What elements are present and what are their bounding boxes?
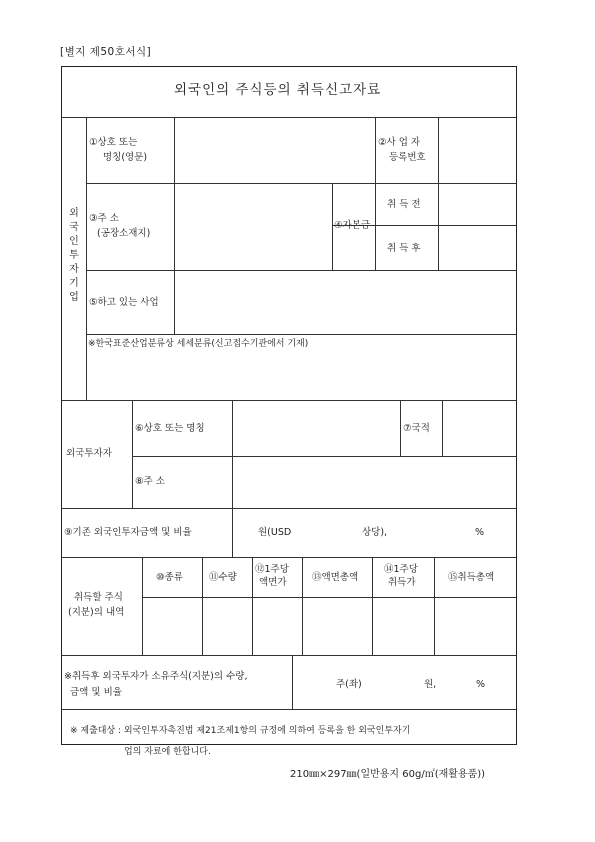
business-activity-field[interactable] bbox=[176, 274, 514, 332]
col-total-par: ⑬액면총액 bbox=[312, 572, 359, 583]
col-divider bbox=[438, 183, 439, 270]
share-type-field[interactable] bbox=[144, 599, 200, 653]
business-number-field[interactable] bbox=[440, 121, 514, 181]
after-acquisition-label-sub: 금액 및 비율 bbox=[70, 687, 122, 698]
section-divider bbox=[62, 655, 516, 656]
col-divider bbox=[442, 400, 443, 456]
form-title: 외국인의 주식등의 취득신고자료 bbox=[174, 82, 382, 98]
capital-after-label: 취 득 후 bbox=[387, 243, 421, 254]
col-divider bbox=[86, 117, 87, 400]
total-acq-field[interactable] bbox=[436, 599, 514, 653]
shares-section-label: 취득할 주식 bbox=[74, 592, 123, 603]
paper-spec-footer: 210㎜×297㎜(일반용지 60g/㎡(재활용품)) bbox=[290, 769, 486, 780]
business-number-label: ②사 업 자 bbox=[378, 137, 421, 148]
total-par-field[interactable] bbox=[304, 599, 370, 653]
existing-equiv: 상당), bbox=[362, 527, 388, 538]
enterprise-section-label: 외국인투자기업 bbox=[69, 208, 79, 303]
row-divider bbox=[86, 183, 516, 184]
existing-percent: % bbox=[475, 527, 485, 538]
col-divider bbox=[292, 655, 293, 709]
col-divider bbox=[174, 270, 175, 334]
col-divider bbox=[302, 557, 303, 655]
col-par-value: ⑫1주당 bbox=[255, 564, 289, 575]
col-total-acq: ⑮취득총액 bbox=[448, 572, 495, 583]
business-activity-label: ⑤하고 있는 사업 bbox=[89, 297, 159, 308]
after-acquisition-label: ※취득후 외국투자가 소유주식(지분)의 수량, bbox=[64, 671, 248, 682]
after-won: 원, bbox=[424, 679, 437, 690]
row-divider bbox=[142, 597, 516, 598]
col-share-type: ⑩종류 bbox=[156, 572, 183, 583]
after-shares-unit: 주(좌) bbox=[336, 679, 362, 690]
capital-before-field[interactable] bbox=[440, 187, 514, 223]
capital-label: ④자본금 bbox=[334, 220, 371, 231]
investor-country-field[interactable] bbox=[444, 404, 514, 454]
investor-address-field[interactable] bbox=[234, 460, 514, 506]
investor-section-label: 외국투자자 bbox=[66, 448, 112, 459]
address-label: ③주 소 bbox=[89, 213, 119, 224]
section-divider bbox=[62, 508, 516, 509]
after-percent: % bbox=[476, 679, 486, 690]
col-divider bbox=[375, 183, 376, 270]
col-acq-price: ⑭1주당 bbox=[384, 564, 418, 575]
par-value-field[interactable] bbox=[254, 599, 300, 653]
existing-won-usd: 원(USD bbox=[258, 527, 292, 538]
declaration-form bbox=[61, 66, 517, 745]
form-number-label: [별지 제50호서식] bbox=[60, 46, 152, 58]
section-divider bbox=[62, 400, 516, 401]
col-divider bbox=[232, 400, 233, 508]
col-divider bbox=[142, 557, 143, 655]
row-divider bbox=[86, 334, 516, 335]
col-divider bbox=[434, 557, 435, 655]
company-name-label-sub: 명칭(영문) bbox=[103, 152, 148, 163]
shares-section-label-sub: (지분)의 내역 bbox=[68, 607, 125, 618]
col-share-quantity: ⑪수량 bbox=[209, 572, 237, 583]
col-par-value-sub: 액면가 bbox=[259, 577, 287, 588]
col-acq-price-sub: 취득가 bbox=[388, 577, 416, 588]
col-divider bbox=[202, 557, 203, 655]
col-divider bbox=[132, 400, 133, 508]
industry-classification-field[interactable] bbox=[88, 354, 514, 398]
investor-name-field[interactable] bbox=[234, 404, 398, 454]
address-label-sub: (공장소재지) bbox=[97, 228, 151, 239]
investor-name-label: ⑥상호 또는 명칭 bbox=[135, 423, 205, 434]
capital-after-field[interactable] bbox=[440, 229, 514, 267]
address-field[interactable] bbox=[176, 187, 330, 267]
capital-before-label: 취 득 전 bbox=[387, 199, 421, 210]
title-divider bbox=[62, 117, 516, 118]
existing-investment-label: ⑨기존 외국인투자금액 및 비율 bbox=[64, 527, 192, 538]
acq-price-field[interactable] bbox=[374, 599, 432, 653]
submission-note: ※ 제출대상 : 외국인투자촉진법 제21조제1항의 규정에 의하여 등록을 한 외국인투자기 bbox=[70, 726, 411, 736]
row-divider bbox=[132, 456, 516, 457]
col-divider bbox=[332, 183, 333, 270]
section-divider bbox=[62, 709, 516, 710]
col-divider bbox=[375, 117, 376, 183]
col-divider bbox=[400, 400, 401, 456]
submission-note-cont: 업의 자료에 한합니다. bbox=[124, 747, 211, 757]
company-name-field[interactable] bbox=[174, 121, 375, 181]
industry-classification-note: ※한국표준산업분류상 세세분류(신고접수기관에서 기재) bbox=[88, 339, 309, 349]
col-divider bbox=[438, 117, 439, 183]
section-divider bbox=[62, 557, 516, 558]
col-divider bbox=[372, 557, 373, 655]
col-divider bbox=[232, 508, 233, 557]
col-divider bbox=[252, 557, 253, 655]
share-quantity-field[interactable] bbox=[204, 599, 250, 653]
business-number-label-sub: 등록번호 bbox=[389, 152, 426, 163]
investor-country-label: ⑦국적 bbox=[403, 423, 430, 434]
investor-address-label: ⑧주 소 bbox=[135, 476, 165, 487]
company-name-label: ①상호 또는 bbox=[89, 137, 138, 148]
row-divider bbox=[86, 270, 516, 271]
